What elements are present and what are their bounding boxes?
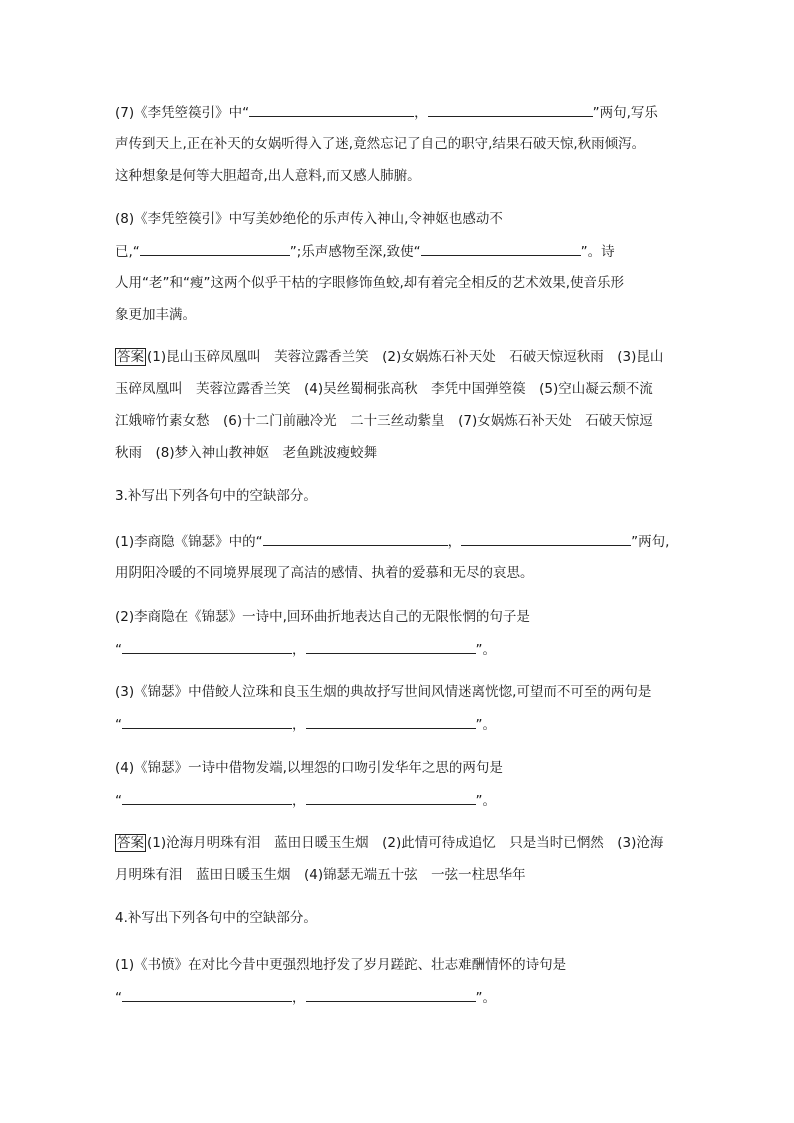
answer-tag: 答案 xyxy=(117,835,144,851)
answer1-line-1: 答案 (1)昆山玉碎凤凰叫 芙蓉泣露香兰笑 (2)女娲炼石补天处 石破天惊逗秋雨 (3)昆山 xyxy=(117,349,664,365)
q8-line-1: (8)《李凭箜篌引》中写美妙绝伦的乐声传入神山,令神妪也感动不 xyxy=(115,211,503,227)
q8-blank-1[interactable] xyxy=(140,241,290,256)
s4-q1-line-1: (1)《书愤》在对比今昔中更强烈地抒发了岁月蹉跎、壮志难酬情怀的诗句是 xyxy=(115,957,567,973)
s4-q1-blank-1[interactable] xyxy=(122,987,292,1002)
section3-heading: 3.补写出下列各句中的空缺部分。 xyxy=(115,488,317,504)
answer2-line-1: 答案 (1)沧海月明珠有泪 蓝田日暖玉生烟 (2)此情可待成追忆 只是当时已惘然 (3)沧海 xyxy=(117,835,664,851)
answer1-line-3: 江娥啼竹素女愁 (6)十二门前融冷光 二十三丝动紫皇 (7)女娲炼石补天处 石破天惊逗 xyxy=(115,413,653,429)
s3-q3-blank-2[interactable] xyxy=(306,714,476,729)
q8-line-4: 象更加丰满。 xyxy=(115,307,196,323)
answer1-line-2: 玉碎凤凰叫 芙蓉泣露香兰笑 (4)吴丝蜀桐张高秋 李凭中国弹箜篌 (5)空山凝云颓不流 xyxy=(115,381,653,397)
q8-line-2: 已,“ ”;乐声感物至深,致使“ ”。诗 xyxy=(115,241,615,262)
s4-q1-blank-2[interactable] xyxy=(306,987,476,1002)
answer-tag: 答案 xyxy=(117,349,144,365)
q7-line-1: (7)《李凭箜篌引》中“ ， ”两句,写乐 xyxy=(115,102,658,123)
s3-q3-line-2: “ ， ”。 xyxy=(115,714,496,735)
s3-q2-blank-2[interactable] xyxy=(306,639,476,654)
s3-q1-blank-2[interactable] xyxy=(461,531,631,546)
answer2-line-2: 月明珠有泪 蓝田日暖玉生烟 (4)锦瑟无端五十弦 一弦一柱思华年 xyxy=(115,867,526,883)
s3-q3-line-1: (3)《锦瑟》中借鲛人泣珠和良玉生烟的典故抒写世间风情迷离恍惚,可望而不可至的两句是 xyxy=(115,684,652,700)
s3-q1-line-2: 用阴阳冷暖的不同境界展现了高洁的感情、执着的爱慕和无尽的哀思。 xyxy=(115,565,534,581)
s4-q1-line-2: “ ， ”。 xyxy=(115,987,496,1008)
q8-blank-2[interactable] xyxy=(421,241,581,256)
q7-line-2: 声传到天上,正在补天的女娲听得入了迷,竟然忘记了自己的职守,结果石破天惊,秋雨倾泻。 xyxy=(115,136,646,152)
s3-q2-line-2: “ ， ”。 xyxy=(115,639,496,660)
s3-q3-blank-1[interactable] xyxy=(122,714,292,729)
q7-lead: (7)《李凭箜篌引》中“ xyxy=(115,105,250,121)
s3-q4-blank-2[interactable] xyxy=(306,790,476,805)
q7-blank-2[interactable] xyxy=(428,102,593,117)
s3-q4-line-2: “ ， ”。 xyxy=(115,790,496,811)
s3-q4-line-1: (4)《锦瑟》一诗中借物发端,以埋怨的口吻引发华年之思的两句是 xyxy=(115,760,503,776)
s3-q1-blank-1[interactable] xyxy=(263,531,448,546)
section4-heading: 4.补写出下列各句中的空缺部分。 xyxy=(115,910,317,926)
q7-blank-1[interactable] xyxy=(249,102,414,117)
answer1-line-4: 秋雨 (8)梦入神山教神妪 老鱼跳波瘦蛟舞 xyxy=(115,445,378,461)
s3-q1-line-1: (1)李商隐《锦瑟》中的“ ， ”两句, xyxy=(115,531,669,552)
s3-q2-blank-1[interactable] xyxy=(122,639,292,654)
s3-q4-blank-1[interactable] xyxy=(122,790,292,805)
q7-line-3: 这种想象是何等大胆超奇,出人意料,而又感人肺腑。 xyxy=(115,168,421,184)
s3-q2-line-1: (2)李商隐在《锦瑟》一诗中,回环曲折地表达自己的无限怅惘的句子是 xyxy=(115,609,530,625)
q8-line-3: 人用“老”和“瘦”这两个似乎干枯的字眼修饰鱼蛟,却有着完全相反的艺术效果,使音乐形 xyxy=(115,275,625,291)
